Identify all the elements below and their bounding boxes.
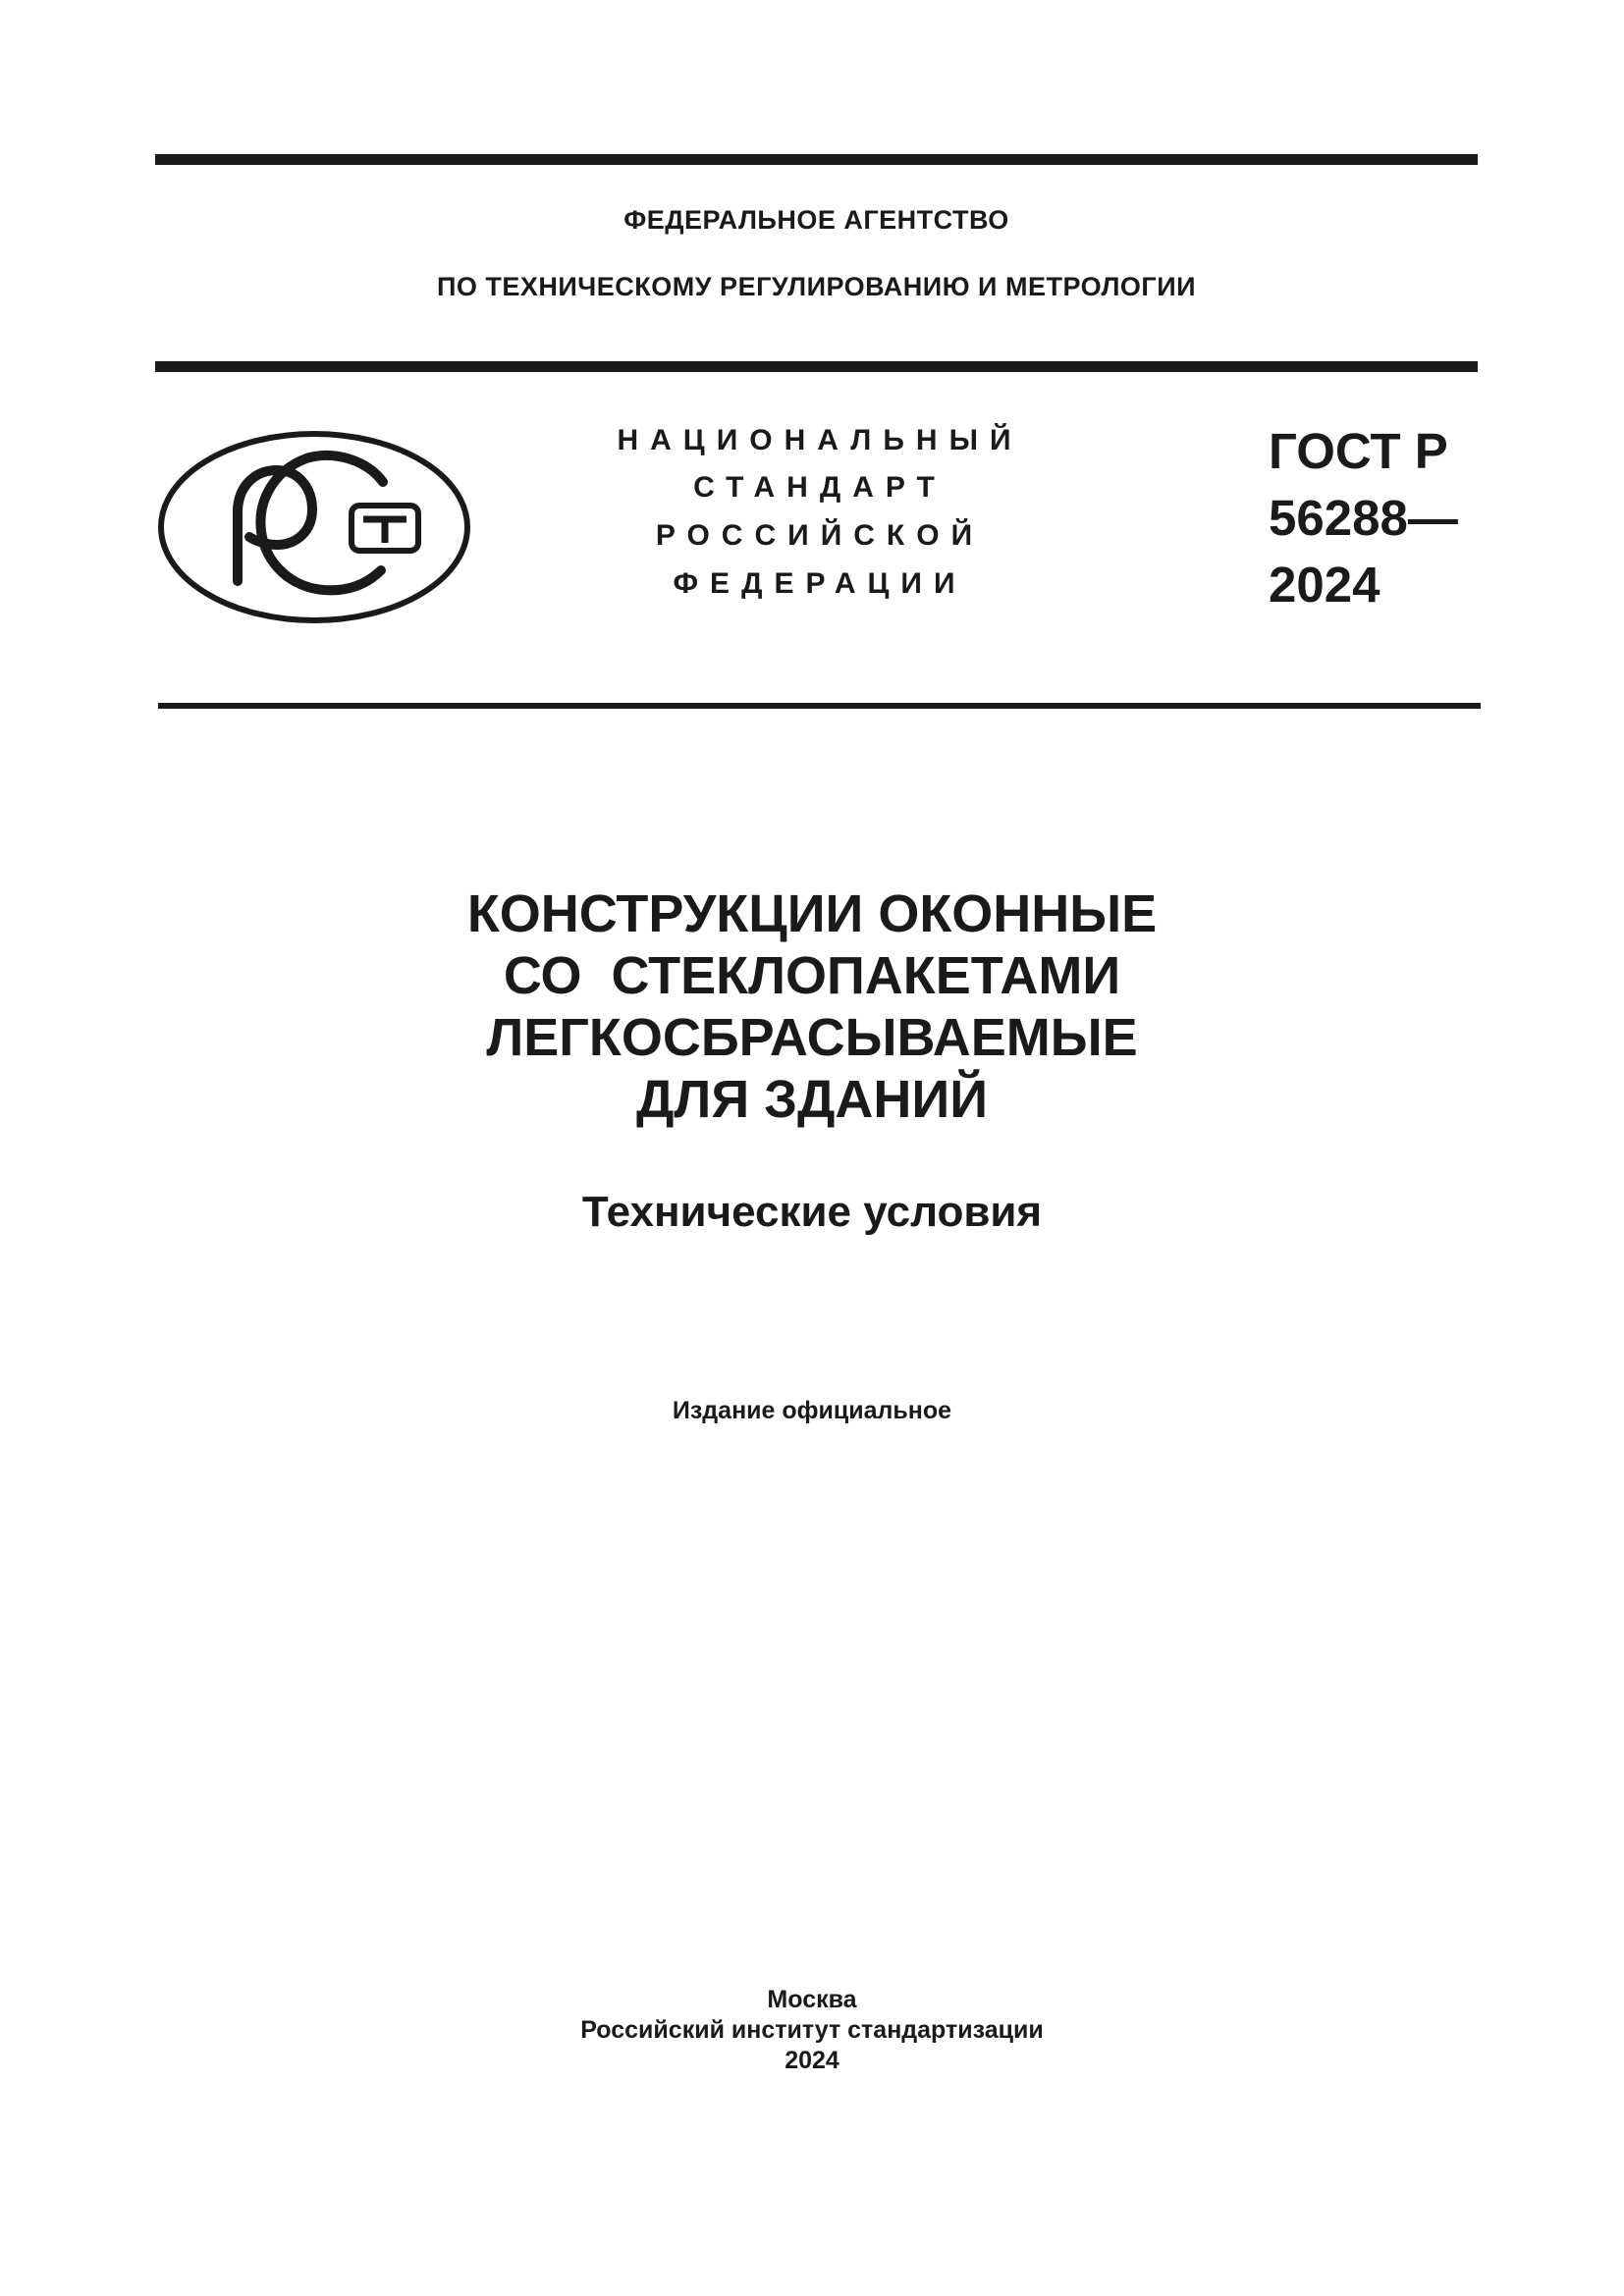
document-title-line-1: КОНСТРУКЦИИ ОКОННЫЕ [466,884,1158,943]
agency-name-line-1: ФЕДЕРАЛЬНОЕ АГЕНТСТВО [623,205,1009,235]
national-standard-line-2: СТАНДАРТ [693,471,947,504]
document-title-line-4: ДЛЯ ЗДАНИЙ [635,1070,989,1129]
national-standard-line-4: ФЕДЕРАЦИИ [673,567,967,600]
publisher-organization: Российский институт стандартизации [580,2016,1044,2044]
agency-name-line-2: ПО ТЕХНИЧЕСКОМУ РЕГУЛИРОВАНИЮ И МЕТРОЛОГИИ [436,272,1197,301]
document-subtitle: Технические условия [581,1188,1043,1236]
national-standard-line-1: НАЦИОНАЛЬНЫЙ [617,424,1023,456]
bottom-rule [158,703,1481,709]
publication-year: 2024 [785,2047,839,2074]
standard-designation-line-3: 2024 [1269,557,1380,613]
rst-gost-mark-icon [155,429,474,625]
middle-rule [155,361,1478,372]
national-standard-line-3: РОССИЙСКОЙ [655,519,985,552]
publisher-city: Москва [767,1986,857,2013]
document-title-line-2: СО СТЕКЛОПАКЕТАМИ [503,946,1121,1005]
top-rule [155,154,1478,165]
document-title-line-3: ЛЕГКОСБРАСЫВАЕМЫЕ [486,1008,1138,1067]
edition-note: Издание официальное [672,1397,952,1424]
standard-designation-line-1: ГОСТ Р [1269,423,1448,479]
standard-designation-line-2: 56288— [1269,490,1458,546]
